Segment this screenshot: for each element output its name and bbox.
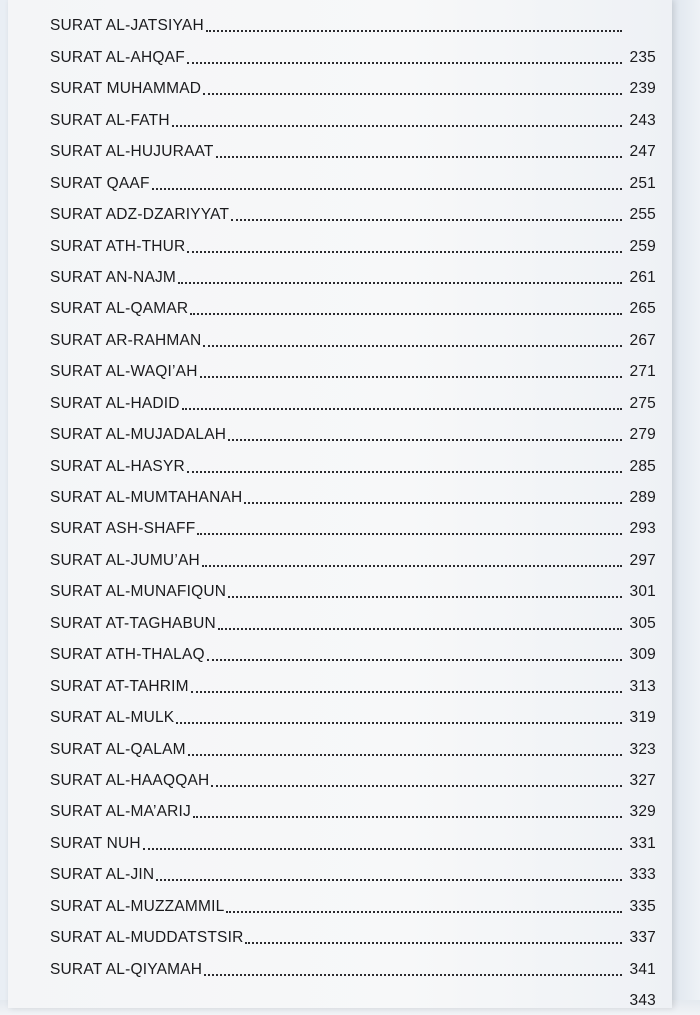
dot-leader <box>188 754 622 756</box>
toc-entry-title: SURAT AL-MULK <box>50 709 175 727</box>
toc-entry-page-number: 327 <box>629 771 656 789</box>
toc-entry <box>50 67 656 98</box>
toc-entry <box>50 853 656 884</box>
toc-entry-page-number: 333 <box>629 866 656 884</box>
toc-entry-page-number: 293 <box>629 520 656 538</box>
toc-entry <box>50 350 656 381</box>
dot-leader <box>216 156 622 158</box>
toc-entry-page-number: 261 <box>629 268 656 286</box>
toc-entry-title: SURAT AL-JIN <box>50 866 155 884</box>
dot-leader <box>178 282 622 284</box>
toc-entry-page-number: 289 <box>629 489 656 506</box>
toc-entry-title: SURAT ATH-THALAQ <box>50 646 205 664</box>
dot-leader <box>191 691 622 693</box>
toc-entry-page-number: 323 <box>629 740 656 758</box>
toc-entry <box>50 413 656 444</box>
dot-leader <box>207 659 622 661</box>
toc-entry <box>50 696 656 727</box>
toc-entry-page-number: 319 <box>629 709 656 727</box>
dot-leader <box>143 848 622 850</box>
dot-leader <box>204 974 622 976</box>
toc-entry <box>50 727 656 758</box>
dot-leader <box>187 62 622 64</box>
dot-leader <box>152 188 622 190</box>
toc-entry-page-number: 259 <box>629 237 656 255</box>
toc-entry-title: SURAT AL-AHQAF <box>50 48 185 66</box>
dot-leader <box>218 628 622 630</box>
toc-entry-title: SURAT NUH <box>50 834 141 852</box>
toc-entry <box>50 664 656 695</box>
toc-entry-title: SURAT AR-RAHMAN <box>50 331 202 349</box>
toc-entry-page-number: 335 <box>629 897 656 915</box>
toc-entry <box>50 193 656 224</box>
dot-leader <box>231 219 622 221</box>
toc-entry-title: SURAT AT-TAGHABUN <box>50 614 216 632</box>
toc-entry-title: SURAT AN-NAJM <box>50 268 177 286</box>
toc-entry-title: SURAT ADZ-DZARIYYAT <box>50 206 230 224</box>
toc-entry-page-number: 279 <box>629 426 656 444</box>
toc-entry <box>50 916 656 947</box>
toc-entry <box>50 318 656 349</box>
toc-entry <box>50 947 656 978</box>
toc-entry-title: SURAT AL-FATH <box>50 111 170 129</box>
toc-entry-title: SURAT ATH-THUR <box>50 237 186 255</box>
toc-entry-title: SURAT AL-MA’ARIJ <box>50 803 192 821</box>
toc-entry-page-number: 275 <box>629 394 656 412</box>
toc-entry-page-number: 297 <box>629 551 656 569</box>
toc-entry-title: SURAT QAAF <box>50 174 150 192</box>
toc-entry-title: SURAT AL-HAAQQAH <box>50 771 210 789</box>
toc-entry <box>50 633 656 664</box>
dot-leader <box>228 439 622 441</box>
toc-entry-title: SURAT MUHAMMAD <box>50 80 202 98</box>
toc-entry <box>50 4 656 35</box>
toc-entry-title: SURAT AL-MUDDATSTSIR <box>50 929 244 947</box>
toc-entry-page-number: 285 <box>629 457 656 475</box>
toc-entry <box>50 224 656 255</box>
dot-leader <box>203 93 622 95</box>
toc-entry <box>50 287 656 318</box>
dot-leader <box>244 502 622 504</box>
toc-entry-title: SURAT AL-JATSIYAH <box>50 17 204 35</box>
toc-entry-title: SURAT AL-MUNAFIQUN <box>50 583 227 601</box>
toc-entry <box>50 538 656 569</box>
dot-leader <box>203 345 622 347</box>
dot-leader <box>156 879 622 881</box>
dot-leader <box>245 942 622 944</box>
toc-entry-title: SURAT AL-MUZZAMMIL <box>50 897 225 915</box>
dot-leader <box>187 471 622 473</box>
toc-entry <box>50 35 656 66</box>
dot-leader <box>228 596 622 598</box>
toc-entry-page-number: 267 <box>629 331 656 349</box>
toc-entry-title: SURAT AL-HASYR <box>50 457 185 475</box>
toc-entry-page-number: 329 <box>629 803 656 821</box>
toc-entry-title: SURAT ASH-SHAFF <box>50 520 196 538</box>
toc-entry-title: SURAT AL-MUJADALAH <box>50 426 227 444</box>
toc-entry <box>50 476 656 507</box>
dot-leader <box>197 533 622 535</box>
toc-entry <box>50 507 656 538</box>
toc-entry-page-number: 301 <box>629 583 656 601</box>
dot-leader <box>200 376 622 378</box>
toc-entry <box>50 444 656 475</box>
dot-leader <box>187 251 622 253</box>
dot-leader <box>202 565 622 567</box>
toc-entry-page-number: 305 <box>629 614 656 632</box>
table-of-contents <box>50 4 656 1010</box>
toc-entry-page-number: 337 <box>629 929 656 947</box>
toc-entry-page-number: 243 <box>629 111 656 129</box>
dot-leader <box>193 816 622 818</box>
page-edge-right <box>672 0 700 1015</box>
book-page <box>8 0 672 1008</box>
toc-entry <box>50 979 656 1010</box>
toc-entry-page-number: 265 <box>629 300 656 318</box>
toc-entry <box>50 98 656 129</box>
toc-entry-title: SURAT AL-QAMAR <box>50 300 189 318</box>
toc-entry-page-number: 271 <box>629 363 656 381</box>
toc-entry <box>50 130 656 161</box>
toc-entry-title: SURAT AL-WAQI’AH <box>50 363 198 381</box>
toc-entry-title: SURAT AL-JUMU’AH <box>50 551 200 569</box>
toc-entry-page-number: 313 <box>629 677 656 695</box>
toc-entry <box>50 161 656 192</box>
toc-entry-page-number: 331 <box>629 834 656 852</box>
toc-entry-title: SURAT AT-TAHRIM <box>50 677 189 695</box>
toc-entry-title: SURAT AL-HADID <box>50 394 180 412</box>
toc-entry-title: SURAT AL-QALAM <box>50 740 186 758</box>
dot-leader <box>226 911 622 913</box>
toc-entry-page-number: 247 <box>629 143 656 161</box>
toc-entry <box>50 790 656 821</box>
toc-entry-page-number: 343 <box>629 992 656 1009</box>
dot-leader <box>190 313 622 315</box>
dot-leader <box>211 785 622 787</box>
dot-leader <box>172 125 622 127</box>
dot-leader <box>182 408 622 410</box>
toc-entry <box>50 256 656 287</box>
toc-entry <box>50 821 656 852</box>
toc-entry <box>50 570 656 601</box>
toc-entry-page-number: 239 <box>629 80 656 98</box>
toc-entry-title: SURAT AL-HUJURAAT <box>50 143 214 161</box>
toc-entry-page-number: 251 <box>629 174 656 192</box>
dot-leader <box>176 722 622 724</box>
toc-entry <box>50 381 656 412</box>
toc-entry <box>50 884 656 915</box>
toc-entry <box>50 759 656 790</box>
toc-entry-title: SURAT AL-QIYAMAH <box>50 960 203 978</box>
toc-entry-page-number: 235 <box>629 48 656 66</box>
toc-entry-page-number: 309 <box>629 646 656 664</box>
toc-entry-title: SURAT AL-MUMTAHANAH <box>50 489 243 506</box>
dot-leader <box>206 30 622 32</box>
toc-entry-page-number: 255 <box>629 206 656 224</box>
toc-entry-page-number: 341 <box>629 960 656 978</box>
toc-entry <box>50 601 656 632</box>
